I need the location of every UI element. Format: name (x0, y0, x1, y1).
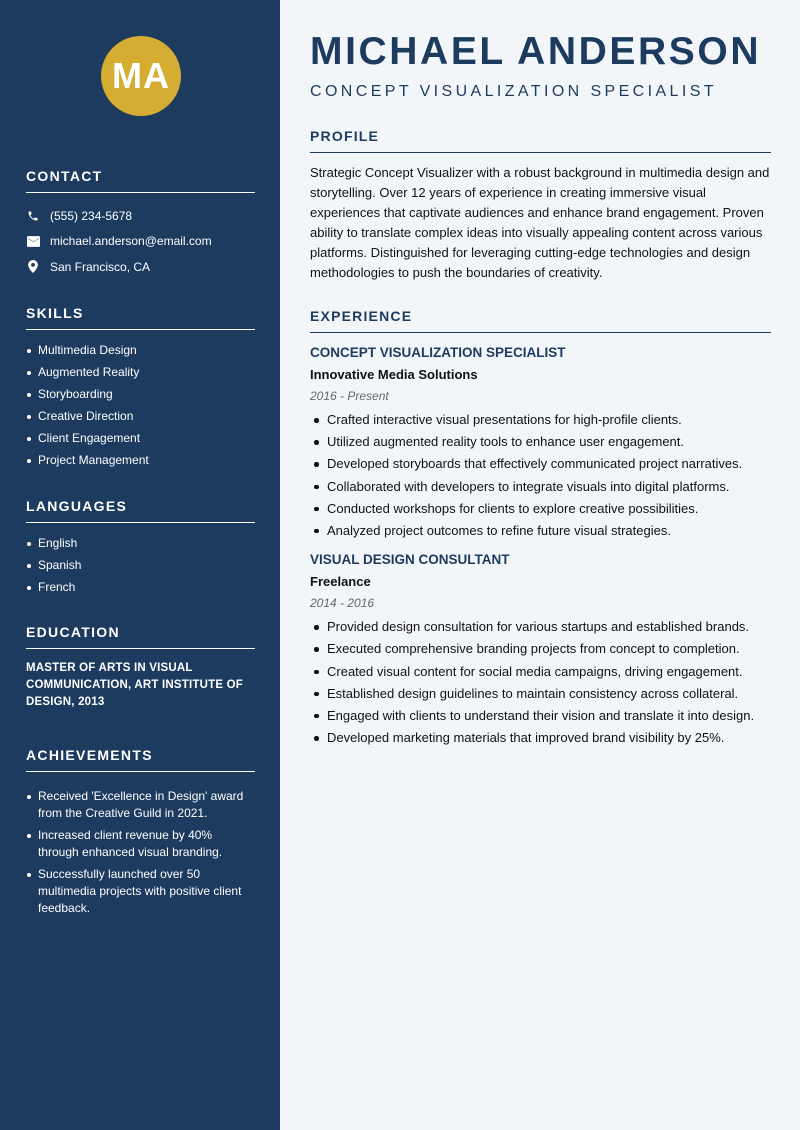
skill-item: Client Engagement (26, 430, 255, 447)
avatar: MA (101, 36, 181, 116)
language-item: English (26, 535, 255, 552)
profile-heading: PROFILE (310, 128, 771, 153)
skill-item: Storyboarding (26, 386, 255, 403)
job-bullets (310, 618, 771, 746)
skills-list (26, 340, 255, 469)
job-title: VISUAL DESIGN CONSULTANT (310, 552, 510, 568)
job-bullet: Crafted interactive visual presentations for high-profile clients. (310, 411, 771, 428)
job-company: Innovative Media Solutions (310, 367, 478, 382)
mail-icon (26, 234, 40, 248)
profile-section (310, 128, 771, 283)
skill-item: Multimedia Design (26, 342, 255, 359)
candidate-title: CONCEPT VISUALIZATION SPECIALIST (310, 83, 717, 100)
contact-email (26, 229, 255, 255)
contact-location (26, 254, 255, 280)
job-bullet: Executed comprehensive branding projects from concept to completion. (310, 640, 771, 657)
achievement-item: Increased client revenue by 40% through enhanced visual branding. (26, 827, 255, 861)
location-text: San Francisco, CA (50, 259, 151, 274)
candidate-name: MICHAEL ANDERSON (310, 30, 762, 73)
language-item: French (26, 579, 255, 596)
job-company: Freelance (310, 574, 371, 590)
job-bullet: Created visual content for social media campaigns, driving engagement. (310, 663, 771, 680)
phone-text: (555) 234-5678 (50, 208, 133, 223)
languages-heading: LANGUAGES (26, 498, 255, 523)
skill-item: Project Management (26, 452, 255, 469)
contact-section (26, 168, 255, 280)
achievements-heading: ACHIEVEMENTS (26, 747, 255, 772)
profile-text: Strategic Concept Visualizer with a robust background in multimedia design and storytelling. Over 12 years of experience in creating immersive visual experiences that captivate audiences and enhance brand engagement. Proven ability to translate complex ideas into visually appealing content across various platforms. Distinguished for leveraging cutting-edge technologies and design methodologies to push the boundaries of creativity. (310, 165, 770, 280)
skills-heading: SKILLS (26, 305, 255, 330)
education-entry: MASTER OF ARTS IN VISUAL COMMUNICATION, ART INSTITUTE OF DESIGN, 2013 (26, 662, 244, 708)
skills-section (26, 305, 255, 474)
job-bullet: Conducted workshops for clients to explore creative possibilities. (310, 500, 771, 517)
email-text: michael.anderson@email.com (50, 234, 212, 249)
job-dates: 2014 - 2016 (310, 596, 375, 611)
languages-section (26, 498, 255, 601)
job-bullet: Provided design consultation for various startups and established brands. (310, 618, 771, 635)
job-dates: 2016 - Present (310, 389, 389, 403)
skill-item: Augmented Reality (26, 364, 255, 381)
languages-list (26, 533, 255, 596)
contact-phone (26, 203, 255, 229)
experience-section (310, 308, 771, 751)
job-bullet: Engaged with clients to understand their vision and translate it into design. (310, 707, 771, 724)
contact-heading: CONTACT (26, 168, 255, 193)
achievement-item: Successfully launched over 50 multimedia projects with positive client feedback. (26, 866, 255, 917)
experience-heading: EXPERIENCE (310, 308, 771, 333)
job-bullets (310, 411, 771, 539)
education-section (26, 624, 255, 711)
achievements-section (26, 747, 255, 922)
job-bullet: Utilized augmented reality tools to enhance user engagement. (310, 433, 771, 450)
education-heading: EDUCATION (26, 624, 255, 649)
job-bullet: Analyzed project outcomes to refine future visual strategies. (310, 522, 771, 539)
skill-item: Creative Direction (26, 408, 255, 425)
language-item: Spanish (26, 557, 255, 574)
job-bullet: Developed marketing materials that improved brand visibility by 25%. (310, 729, 771, 746)
job-bullet: Developed storyboards that effectively communicated project narratives. (310, 455, 771, 472)
job-bullet: Established design guidelines to maintain consistency across collateral. (310, 685, 771, 702)
achievement-item: Received 'Excellence in Design' award from the Creative Guild in 2021. (26, 788, 255, 822)
job-bullet: Collaborated with developers to integrate visuals into digital platforms. (310, 478, 771, 495)
job-title: CONCEPT VISUALIZATION SPECIALIST (310, 345, 566, 360)
job-entry (310, 343, 771, 539)
location-pin-icon (26, 260, 40, 274)
job-entry (310, 544, 771, 746)
achievements-list (26, 782, 255, 917)
phone-icon (26, 209, 40, 223)
sidebar (0, 0, 280, 1130)
